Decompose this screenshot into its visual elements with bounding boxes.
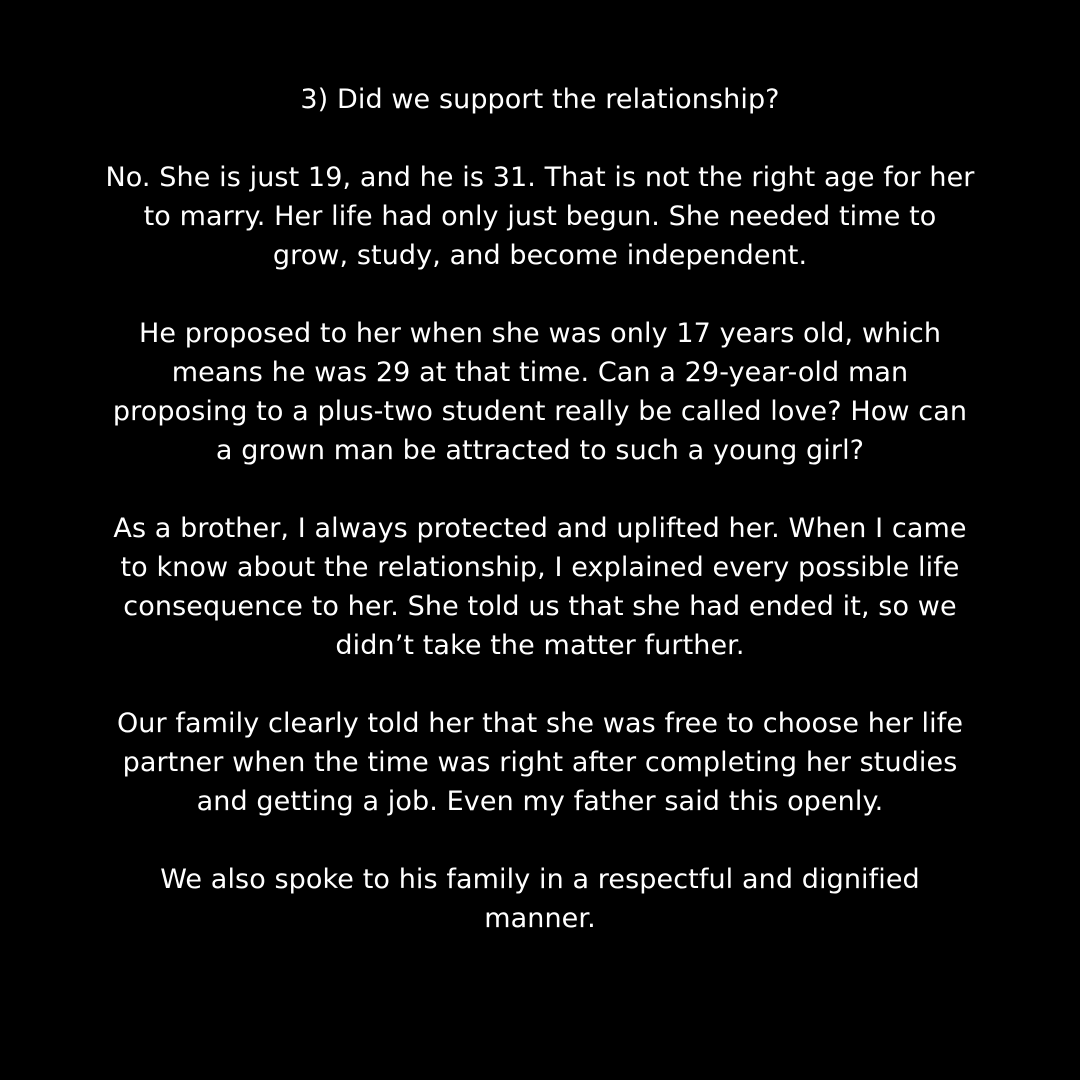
paragraph-line: grow, study, and become independent. bbox=[272, 240, 808, 271]
paragraph-line: manner. bbox=[484, 903, 596, 934]
paragraph-family bbox=[50, 704, 1030, 821]
paragraph-line: As a brother, I always protected and uplifted her. When I came bbox=[113, 513, 967, 544]
paragraph-line: partner when the time was right after completing her studies bbox=[122, 747, 958, 778]
post-heading bbox=[50, 80, 1030, 119]
paragraph-line: to know about the relationship, I explained every possible life bbox=[120, 552, 960, 583]
paragraph-his-family bbox=[50, 860, 1030, 938]
paragraph-line: to marry. Her life had only just begun. She needed time to bbox=[143, 201, 937, 232]
paragraph-line: a grown man be attracted to such a young girl? bbox=[215, 435, 865, 466]
paragraph-line: He proposed to her when she was only 17 years old, which bbox=[138, 318, 942, 349]
paragraph-line: We also spoke to his family in a respectful and dignified bbox=[160, 864, 920, 895]
paragraph-line: means he was 29 at that time. Can a 29-year-old man bbox=[171, 357, 909, 388]
paragraph-line: didn’t take the matter further. bbox=[335, 630, 745, 661]
paragraph-age-gap bbox=[50, 158, 1030, 275]
paragraph-line: and getting a job. Even my father said this openly. bbox=[196, 786, 884, 817]
paragraph-proposal bbox=[50, 314, 1030, 470]
post-text-block bbox=[50, 80, 1030, 977]
paragraph-line: No. She is just 19, and he is 31. That is not the right age for her bbox=[105, 162, 975, 193]
paragraph-line: proposing to a plus-two student really be called love? How can bbox=[112, 396, 968, 427]
paragraph-line: Our family clearly told her that she was free to choose her life bbox=[116, 708, 964, 739]
paragraph-brother bbox=[50, 509, 1030, 665]
paragraph-line: consequence to her. She told us that she had ended it, so we bbox=[123, 591, 957, 622]
heading-line: 3) Did we support the relationship? bbox=[300, 84, 780, 115]
